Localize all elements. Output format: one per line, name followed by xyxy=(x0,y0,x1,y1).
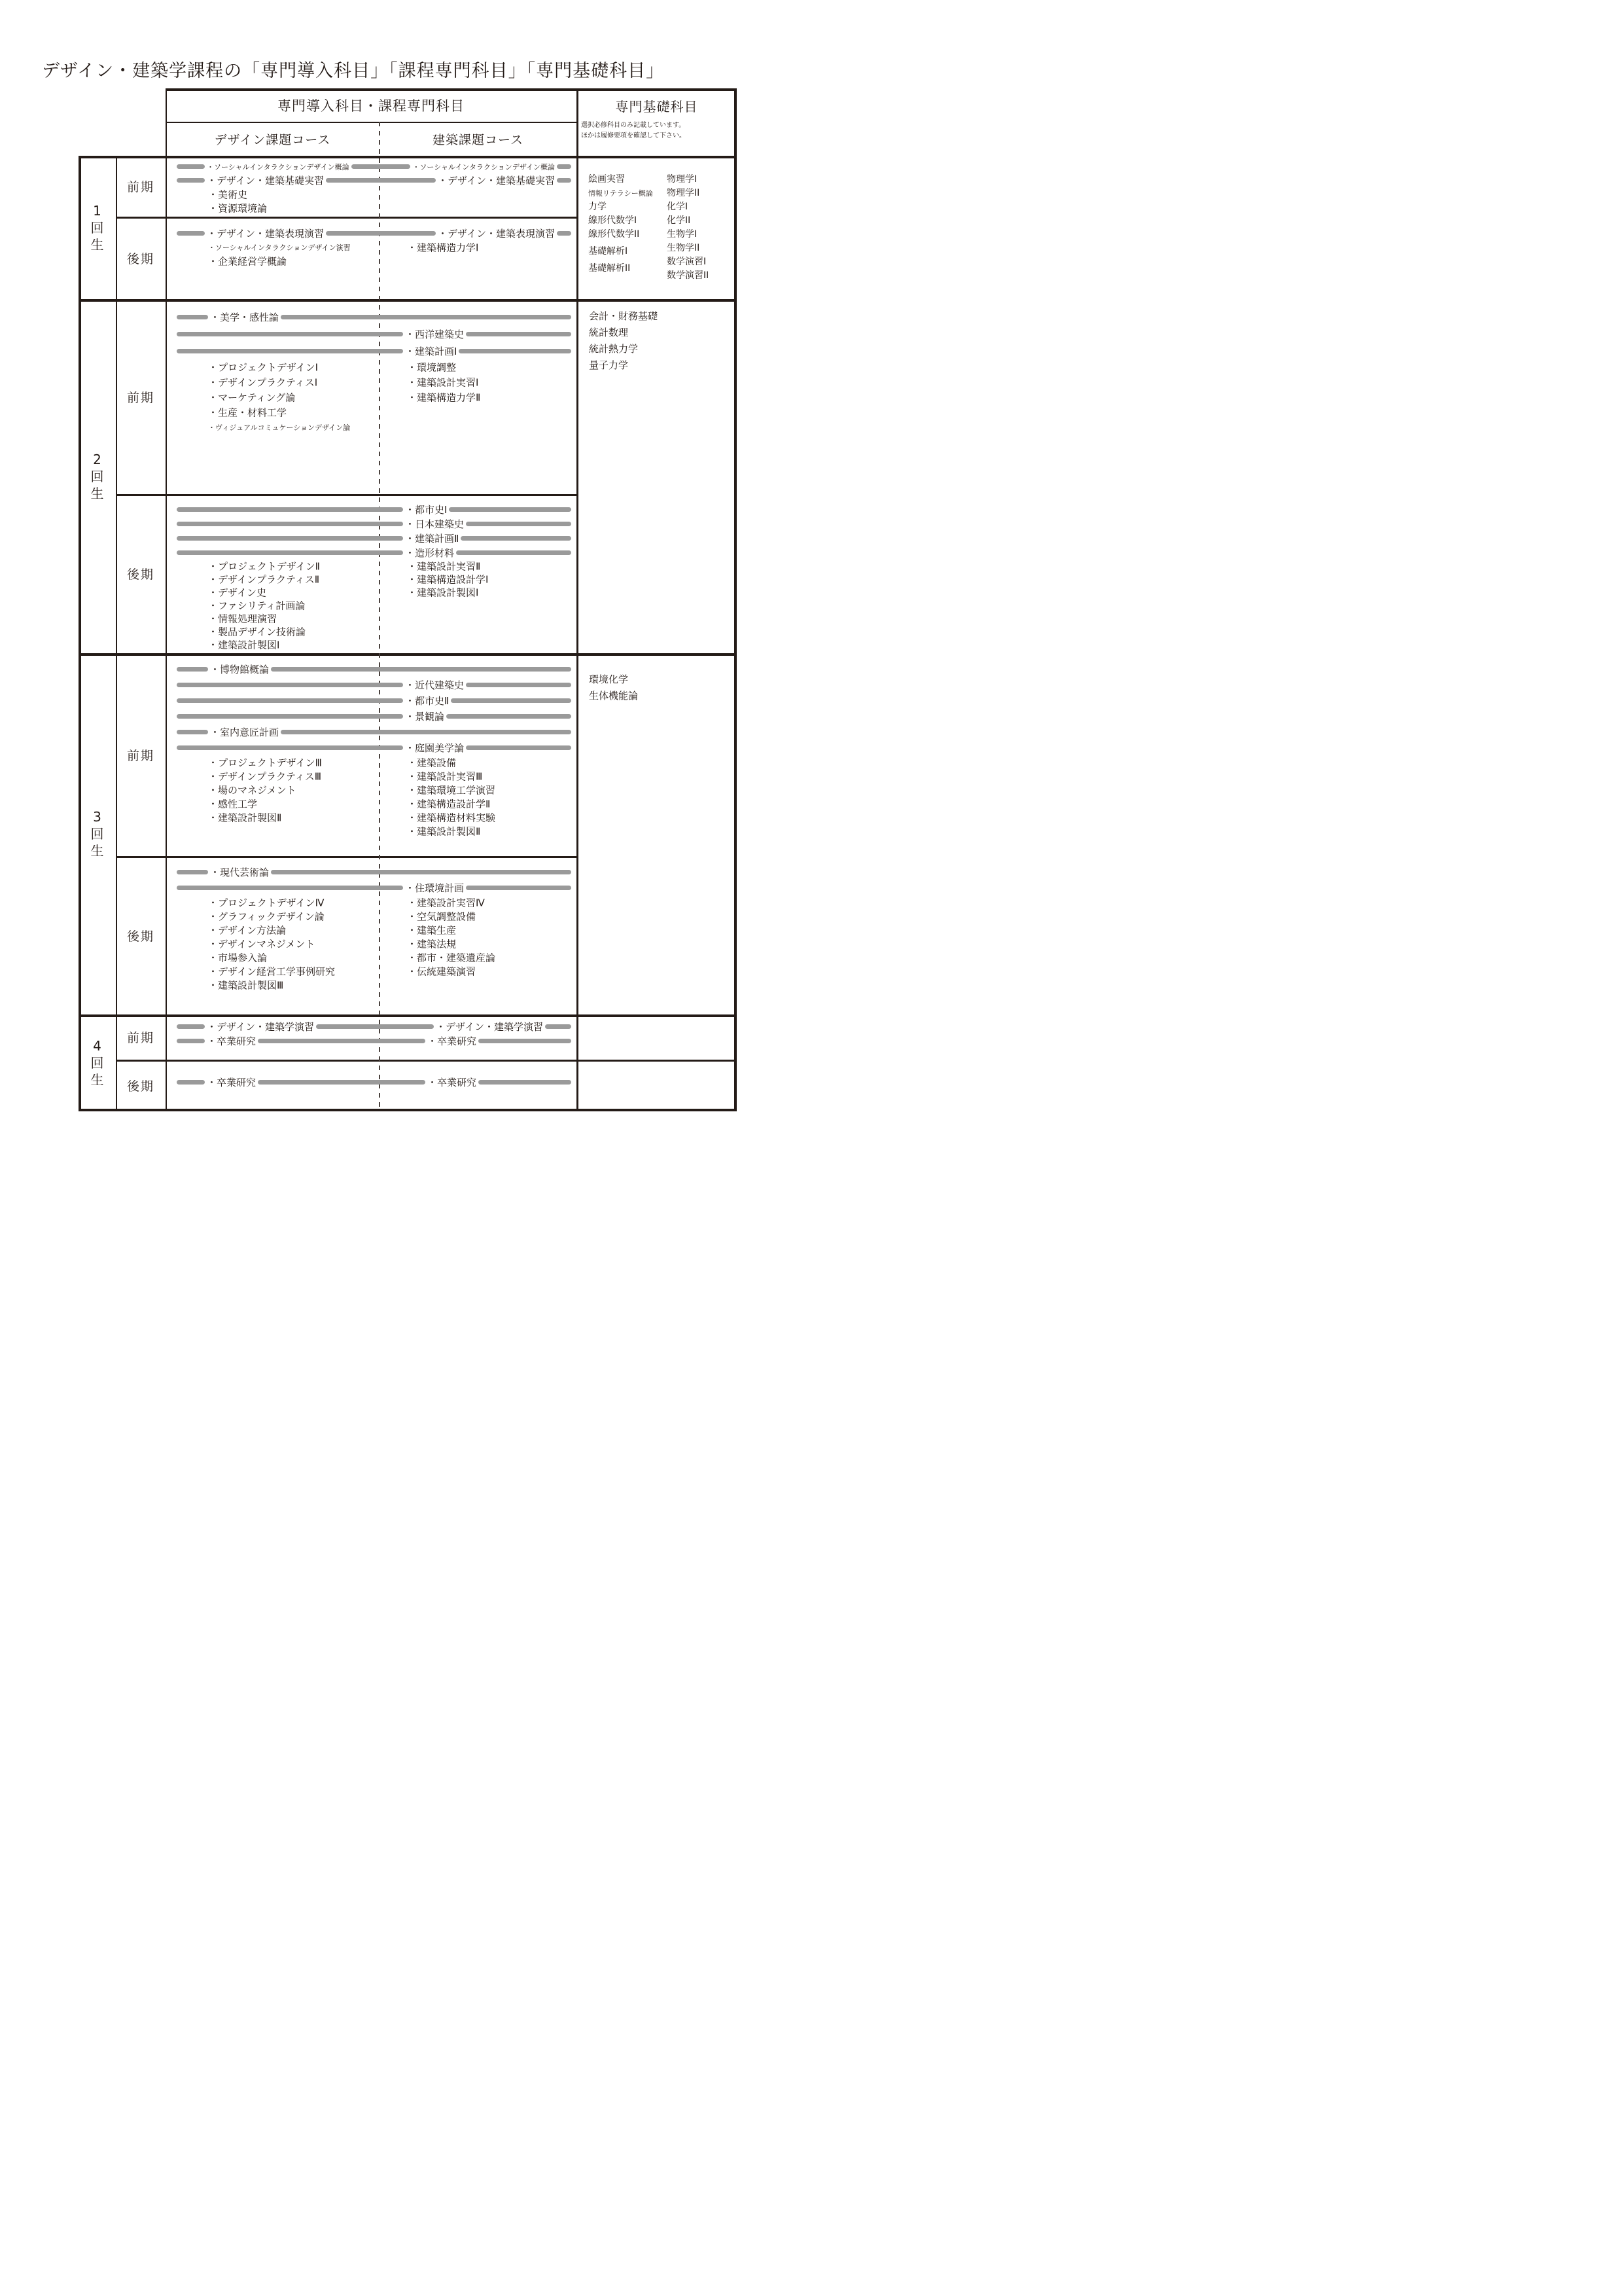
course-item-design: ・ デザイン・建築学演習 xyxy=(205,1020,316,1033)
course-row xyxy=(166,937,576,950)
sem-cell-2b: 後期 xyxy=(126,567,154,582)
basic-subjects-y2 xyxy=(576,299,737,653)
course-item-design: ・ 資源環境論 xyxy=(206,201,269,215)
course-row xyxy=(166,254,576,268)
course-row xyxy=(166,661,576,677)
content-y1-sem2 xyxy=(166,217,576,299)
course-row xyxy=(166,708,576,724)
course-item-design: ・ 建築設計製図Ⅰ xyxy=(206,638,281,652)
course-row xyxy=(166,560,576,573)
shared-course-bar xyxy=(177,1024,205,1029)
shared-course-bar xyxy=(177,349,403,353)
course-row xyxy=(166,783,576,797)
course-row xyxy=(166,545,576,560)
shared-course-bar xyxy=(177,886,403,890)
basic-subjects-y3 xyxy=(576,653,737,1014)
shared-course-bar xyxy=(466,332,571,336)
course-item-design: ・ 感性工学 xyxy=(206,797,259,810)
course-item-design: ・ プロジェクトデザインⅢ xyxy=(206,755,324,769)
course-row xyxy=(166,226,576,240)
course-item-arch: ・ デザイン・建築基礎実習 xyxy=(436,173,557,187)
page-title: デザイン・建築学課程の「専門導入科目」「課程専門科目」「専門基礎科目」 xyxy=(42,61,665,81)
curriculum-table xyxy=(79,88,737,1111)
shared-course-bar xyxy=(177,550,403,555)
course-item-arch: ・ 建築構造力学Ⅰ xyxy=(405,240,480,254)
shared-course-bar xyxy=(281,730,571,734)
course-row xyxy=(166,573,576,586)
shared-course-bar xyxy=(177,507,403,512)
sem-cell-4b: 後期 xyxy=(126,1079,154,1094)
shared-course-bar xyxy=(281,315,571,319)
course-item-arch: ・ 建築設計製図Ⅰ xyxy=(405,586,480,600)
course-item-design: ・ ソーシャルインタラクションデザイン演習 xyxy=(206,242,353,253)
course-item-arch: ・ 建築構造材料実験 xyxy=(405,810,497,824)
course-row xyxy=(166,308,576,325)
course-item-design: ・ 場のマネジメント xyxy=(206,783,298,797)
course-row xyxy=(166,173,576,187)
shared-course-bar xyxy=(177,730,208,734)
course-row xyxy=(166,240,576,254)
shared-course-bar xyxy=(461,536,571,541)
course-item-design: ・ 建築設計製図Ⅱ xyxy=(206,810,283,824)
course-item-design: ・ 市場参入論 xyxy=(206,950,269,964)
basic-subject: 線形代数学I xyxy=(588,215,637,226)
shared-course-bar xyxy=(271,870,571,874)
header-arch-course: 建築課題コース xyxy=(432,132,524,147)
course-row xyxy=(166,810,576,824)
course-item-design: ・ デザインプラクティスⅡ xyxy=(206,573,321,586)
year-cell-2: 2回生 xyxy=(90,451,104,501)
course-item-arch: ・ 建築設計実習Ⅰ xyxy=(405,375,480,389)
course-row xyxy=(166,187,576,201)
basic-subjects-col2 xyxy=(667,173,737,299)
course-item-arch: ・ 伝統建築演習 xyxy=(405,964,478,978)
basic-subjects-col1 xyxy=(588,173,667,299)
course-row xyxy=(166,625,576,638)
course-item-design: ・ マーケティング論 xyxy=(206,390,297,404)
shared-course-bar xyxy=(459,349,571,353)
sem-cell-2a: 前期 xyxy=(126,390,154,405)
course-row xyxy=(166,755,576,769)
course-row xyxy=(166,502,576,516)
course-item-arch: ・ ソーシャルインタラクションデザイン概論 xyxy=(410,162,557,172)
course-item-design: ・ 情報処理演習 xyxy=(206,612,279,626)
course-row xyxy=(166,909,576,923)
course-item-design: ・ デザイン・建築基礎実習 xyxy=(205,173,326,187)
shared-course-bar xyxy=(177,667,208,672)
course-item-arch: ・ 建築設計製図Ⅱ xyxy=(405,824,482,838)
content-y2-sem1 xyxy=(166,299,576,494)
shared-course-bar xyxy=(258,1039,425,1043)
course-item-design: ・ 卒業研究 xyxy=(205,1075,258,1089)
shared-course-bar xyxy=(466,886,571,890)
course-item-arch: ・ 造形材料 xyxy=(403,546,456,560)
basic-subject: 物理学II xyxy=(667,188,700,198)
course-row xyxy=(166,1033,576,1048)
shared-course-bar xyxy=(177,1039,205,1043)
course-item-design: ・ 企業経営学概論 xyxy=(206,254,289,268)
course-item-design: ・ 美術史 xyxy=(206,187,249,201)
course-item-design: ・ 卒業研究 xyxy=(205,1034,258,1048)
shared-course-bar xyxy=(478,1039,571,1043)
course-item-design: ・ 製品デザイン技術論 xyxy=(206,625,308,639)
course-item-arch: ・ 建築設計実習Ⅲ xyxy=(405,769,484,783)
sem-cell-1b: 後期 xyxy=(126,251,154,266)
curriculum-page xyxy=(0,0,812,1148)
course-item-design: ・ デザイン経営工学事例研究 xyxy=(206,964,337,978)
basic-subject: 統計数理 xyxy=(589,327,629,338)
basic-subjects-y1 xyxy=(576,156,737,299)
course-row xyxy=(166,531,576,545)
shared-course-bar xyxy=(557,231,571,236)
course-item-arch: ・ 近代建築史 xyxy=(403,678,466,692)
shared-course-bar xyxy=(177,315,208,319)
basic-subject: 化学I xyxy=(667,202,688,212)
course-row xyxy=(166,1019,576,1033)
course-row xyxy=(166,895,576,909)
course-item-arch: ・ 環境調整 xyxy=(405,360,458,374)
shared-course-bar xyxy=(351,164,411,169)
shared-course-bar xyxy=(557,178,571,183)
course-item-arch: ・ 都市・建築遺産論 xyxy=(405,950,497,964)
header-design-course: デザイン課題コース xyxy=(214,132,331,147)
content-y4-sem1 xyxy=(166,1014,576,1060)
course-item-arch: ・ デザイン・建築表現演習 xyxy=(436,226,557,240)
shared-course-bar xyxy=(545,1024,571,1029)
basic-subject: 会計・財務基礎 xyxy=(589,310,658,322)
course-item-arch: ・ 建築法規 xyxy=(405,937,458,950)
shared-course-bar xyxy=(478,1080,571,1085)
basic-subject: 統計熱力学 xyxy=(589,343,639,355)
shared-course-bar xyxy=(177,522,403,526)
course-item-design: ・ 博物館概論 xyxy=(208,662,271,676)
shared-course-bar xyxy=(177,1080,205,1085)
course-item-design: ・ プロジェクトデザインⅠ xyxy=(206,360,320,374)
shared-course-bar xyxy=(466,522,571,526)
course-item-design: ・ 現代芸術論 xyxy=(208,865,271,879)
shared-course-bar xyxy=(316,1024,434,1029)
shared-course-bar xyxy=(177,698,403,703)
course-row xyxy=(166,516,576,531)
course-item-design: ・ グラフィックデザイン論 xyxy=(206,909,327,923)
shared-course-bar xyxy=(557,164,571,169)
shared-course-bar xyxy=(177,536,403,541)
shared-course-bar xyxy=(456,550,571,555)
course-item-design: ・ 生産・材料工学 xyxy=(206,405,289,419)
content-y1-sem1 xyxy=(166,156,576,217)
shared-course-bar xyxy=(466,683,571,687)
course-item-arch: ・ 建築設備 xyxy=(405,755,458,769)
course-item-arch: ・ 西洋建築史 xyxy=(403,327,466,341)
basic-subject: 線形代数学II xyxy=(588,229,640,240)
course-row xyxy=(166,964,576,978)
header-main: 専門導入科目・課程専門科目 xyxy=(277,98,465,114)
course-row xyxy=(166,978,576,992)
sem-cell-1a: 前期 xyxy=(126,180,154,194)
course-row xyxy=(166,824,576,838)
course-row xyxy=(166,923,576,937)
shared-course-bar xyxy=(177,178,205,183)
course-row xyxy=(166,677,576,692)
basic-subject: 力学 xyxy=(588,202,607,212)
basic-subject: 数学演習I xyxy=(667,257,707,267)
course-item-design: ・ デザイン方法論 xyxy=(206,923,288,937)
sem-cell-3a: 前期 xyxy=(126,748,154,763)
course-item-design: ・ デザインプラクティスⅠ xyxy=(206,375,319,389)
course-item-design: ・ デザインプラクティスⅢ xyxy=(206,769,323,783)
course-item-design: ・ ファシリティ計画論 xyxy=(206,599,307,613)
shared-course-bar xyxy=(258,1080,425,1085)
course-item-arch: ・ 庭園美学論 xyxy=(403,741,466,755)
course-row xyxy=(166,950,576,964)
course-row xyxy=(166,586,576,599)
course-item-design: ・ 室内意匠計画 xyxy=(208,725,281,739)
course-row xyxy=(166,724,576,740)
shared-course-bar xyxy=(446,714,571,719)
course-item-arch: ・ 空気調整設備 xyxy=(405,909,478,923)
course-item-arch: ・ 住環境計画 xyxy=(403,881,466,895)
course-item-arch: ・ 建築環境工学演習 xyxy=(405,783,497,797)
course-row xyxy=(166,359,576,374)
course-row xyxy=(166,389,576,404)
course-item-arch: ・ 建築構造力学Ⅱ xyxy=(405,390,482,404)
course-item-arch: ・ 卒業研究 xyxy=(425,1034,478,1048)
course-item-arch: ・ 建築計画Ⅰ xyxy=(403,344,459,358)
course-item-arch: ・ 建築計画Ⅱ xyxy=(403,531,461,545)
basic-subject: 生物学II xyxy=(667,243,700,253)
course-item-design: ・ デザイン史 xyxy=(206,586,268,600)
basic-subject: 絵画実習 xyxy=(588,174,625,185)
course-item-arch: ・ 建築構造設計学Ⅰ xyxy=(405,573,490,586)
shared-course-bar xyxy=(177,231,205,236)
course-row xyxy=(166,797,576,810)
content-y3-sem2 xyxy=(166,856,576,1014)
course-item-design: ・ 美学・感性論 xyxy=(208,310,281,324)
course-row xyxy=(166,880,576,895)
basic-subject: 生体機能論 xyxy=(589,690,639,702)
shared-course-bar xyxy=(177,714,403,719)
course-row xyxy=(166,325,576,342)
shared-course-bar xyxy=(177,164,205,169)
course-row xyxy=(166,599,576,612)
shared-course-bar xyxy=(451,698,571,703)
course-item-arch: ・ 景観論 xyxy=(403,709,446,723)
course-item-arch: ・ デザイン・建築学演習 xyxy=(434,1020,545,1033)
course-item-arch: ・ 都市史Ⅱ xyxy=(403,694,451,708)
shared-course-bar xyxy=(271,667,571,672)
course-item-arch: ・ 日本建築史 xyxy=(403,517,466,531)
course-row xyxy=(166,404,576,420)
course-item-arch: ・ 卒業研究 xyxy=(425,1075,478,1089)
course-item-design: ・ ヴィジュアルコミュケーションデザイン論 xyxy=(206,422,352,433)
course-row xyxy=(166,342,576,359)
course-row xyxy=(166,692,576,708)
course-row xyxy=(166,374,576,389)
course-item-arch: ・ 建築設計実習Ⅳ xyxy=(405,895,487,909)
course-row xyxy=(166,420,576,435)
basic-subject: 生物学I xyxy=(667,229,697,240)
course-row xyxy=(166,638,576,651)
sem-cell-4a: 前期 xyxy=(126,1031,154,1045)
shared-course-bar xyxy=(177,683,403,687)
shared-course-bar xyxy=(177,745,403,750)
shared-course-bar xyxy=(326,178,436,183)
shared-course-bar xyxy=(177,870,208,874)
course-item-design: ・ 建築設計製図Ⅲ xyxy=(206,978,285,992)
content-y4-sem2 xyxy=(166,1060,576,1111)
shared-course-bar xyxy=(177,332,403,336)
year-cell-3: 3回生 xyxy=(90,809,104,859)
course-item-design: ・ プロジェクトデザインⅡ xyxy=(206,560,322,573)
course-row xyxy=(166,201,576,215)
shared-course-bar xyxy=(466,745,571,750)
course-item-design: ・ デザインマネジメント xyxy=(206,937,317,950)
header-basic-note: 選択必修科目のみ記載しています。 ほかは履修要項を確認して下さい。 xyxy=(581,122,686,139)
basic-subject: 数学演習II xyxy=(667,270,709,281)
basic-subject: 情報リテラシー概論 xyxy=(588,189,653,198)
header-basic-title: 専門基礎科目 xyxy=(615,99,698,115)
sem-cell-3b: 後期 xyxy=(126,929,154,944)
basic-subject: 基礎解析I xyxy=(588,246,628,257)
year-cell-4: 4回生 xyxy=(90,1038,104,1088)
course-row xyxy=(166,612,576,625)
course-row xyxy=(166,160,576,173)
course-row xyxy=(166,864,576,880)
year-cell-1: 1回生 xyxy=(90,202,104,253)
course-row xyxy=(166,769,576,783)
basic-subject: 基礎解析II xyxy=(588,263,631,274)
course-item-design: ・ デザイン・建築表現演習 xyxy=(205,226,326,240)
course-item-arch: ・ 建築構造設計学Ⅱ xyxy=(405,797,492,810)
header-basic xyxy=(576,88,737,156)
course-item-arch: ・ 建築設計実習Ⅱ xyxy=(405,560,482,573)
content-y3-sem1 xyxy=(166,653,576,856)
shared-course-bar xyxy=(449,507,571,512)
course-item-arch: ・ 建築生産 xyxy=(405,923,458,937)
content-y2-sem2 xyxy=(166,494,576,653)
course-item-arch: ・ 都市史Ⅰ xyxy=(403,503,449,516)
course-item-design: ・ プロジェクトデザインⅣ xyxy=(206,895,327,909)
course-item-design: ・ ソーシャルインタラクションデザイン概論 xyxy=(205,162,351,172)
basic-subject: 化学II xyxy=(667,215,691,226)
course-row xyxy=(166,1075,576,1089)
basic-subject: 量子力学 xyxy=(589,359,629,371)
course-row xyxy=(166,740,576,755)
basic-subject: 環境化学 xyxy=(589,673,629,685)
basic-subject: 物理学I xyxy=(667,174,697,185)
shared-course-bar xyxy=(326,231,436,236)
